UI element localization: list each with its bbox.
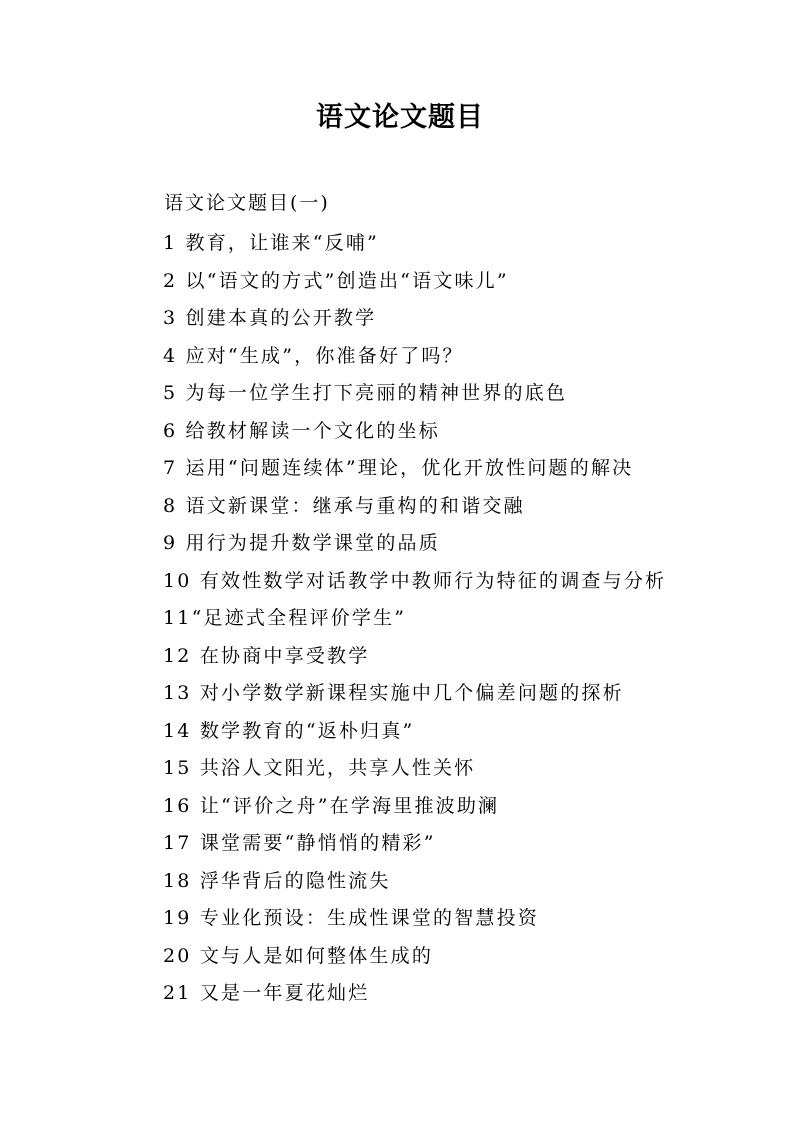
essay-title-list [163, 225, 723, 1013]
list-item: 8 语文新课堂：继承与重构的和谐交融 [163, 494, 525, 517]
list-item: 10 有效性数学对话教学中教师行为特征的调查与分析 [163, 569, 667, 592]
list-item: 18 浮华背后的隐性流失 [163, 869, 391, 892]
document-title: 语文论文题目 [316, 102, 484, 133]
list-item: 20 文与人是如何整体生成的 [163, 944, 434, 967]
list-item: 16 让“评价之舟”在学海里推波助澜 [163, 794, 500, 817]
list-item: 1 教育，让谁来“反哺” [163, 232, 379, 254]
list-item: 21 又是一年夏花灿烂 [163, 982, 370, 1004]
list-item: 11“足迹式全程评价学生” [163, 607, 407, 629]
list-item: 3 创建本真的公开教学 [163, 307, 377, 329]
list-item: 13 对小学数学新课程实施中几个偏差问题的探析 [163, 682, 624, 704]
list-item: 14 数学教育的“返朴归真” [163, 719, 415, 742]
section-subtitle: 语文论文题目(一) [164, 192, 330, 214]
list-item: 2 以“语文的方式”创造出“语文味儿” [163, 269, 509, 292]
list-item: 4 应对“生成”，你准备好了吗？ [163, 344, 464, 367]
list-item: 9 用行为提升数学课堂的品质 [163, 532, 440, 554]
list-item: 5 为每一位学生打下亮丽的精神世界的底色 [163, 382, 568, 404]
list-item: 7 运用“问题连续体”理论，优化开放性问题的解决 [163, 457, 634, 479]
list-item: 12 在协商中享受教学 [163, 644, 370, 667]
list-item: 6 给教材解读一个文化的坐标 [163, 419, 440, 442]
list-item: 19 专业化预设：生成性课堂的智慧投资 [163, 907, 540, 929]
list-item: 15 共浴人文阳光，共享人性关怀 [163, 757, 476, 779]
list-item: 17 课堂需要“静悄悄的精彩” [163, 832, 436, 854]
